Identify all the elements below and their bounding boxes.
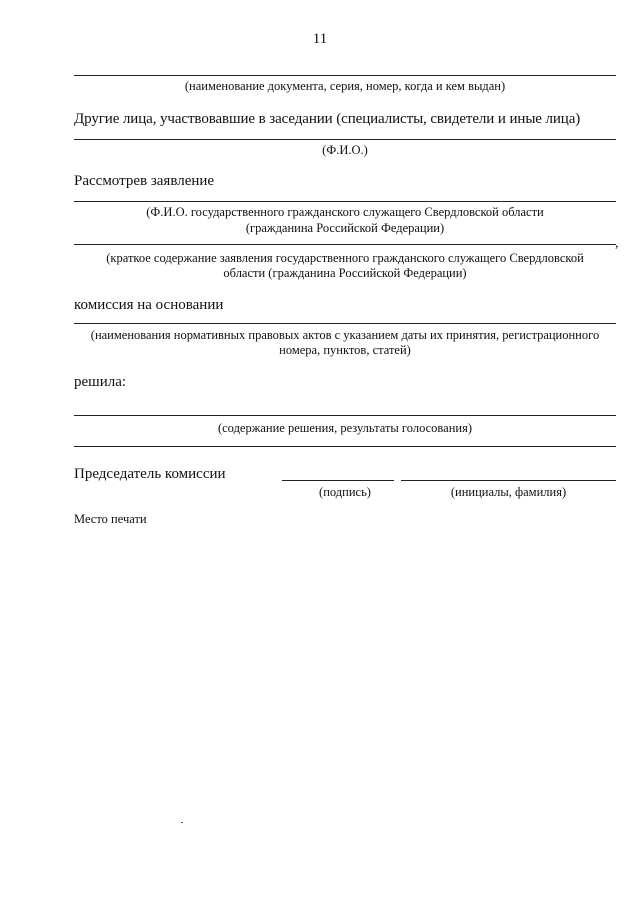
application-heading: Рассмотрев заявление [74,173,215,189]
summary-line [74,244,616,245]
commission-caption-line1: (наименования нормативных правовых актов с указанием даты их принятия, регистрационного [90,328,600,342]
others-caption: (Ф.И.О.) [322,143,368,157]
name-line [401,480,616,481]
commission-line [74,323,616,324]
signature-line [282,480,394,481]
doc-line [74,75,616,76]
decision-heading: решила: [74,374,127,390]
name-caption: (инициалы, фамилия) [450,485,567,499]
chairman-label: Председатель комиссии [74,466,226,482]
application-caption-line1: (Ф.И.О. государственного гражданского служащего Свердловской области [146,205,544,219]
decision-line [74,415,616,416]
signature-caption: (подпись) [319,485,371,499]
application-caption-line2: (гражданина Российской Федерации) [245,221,445,235]
summary-caption-line2: области (гражданина Российской Федерации) [223,266,467,280]
scan-speck [181,822,183,823]
decision-line-2 [74,446,616,447]
doc-caption: (наименование документа, серия, номер, когда и кем выдан) [184,79,506,93]
others-heading: Другие лица, участвовавшие в заседании (специалисты, свидетели и иные лица) [74,111,581,127]
others-line [74,139,616,140]
commission-caption-line2: номера, пунктов, статей) [279,343,411,357]
application-line [74,201,616,202]
commission-heading: комиссия на основании [74,297,224,313]
summary-comma: , [615,236,619,251]
summary-caption-line1: (краткое содержание заявления государственного гражданского служащего Свердловской [106,251,584,265]
decision-caption: (содержание решения, результаты голосования) [217,421,473,435]
stamp-label: Место печати [74,512,147,526]
page-number: 11 [312,31,328,47]
